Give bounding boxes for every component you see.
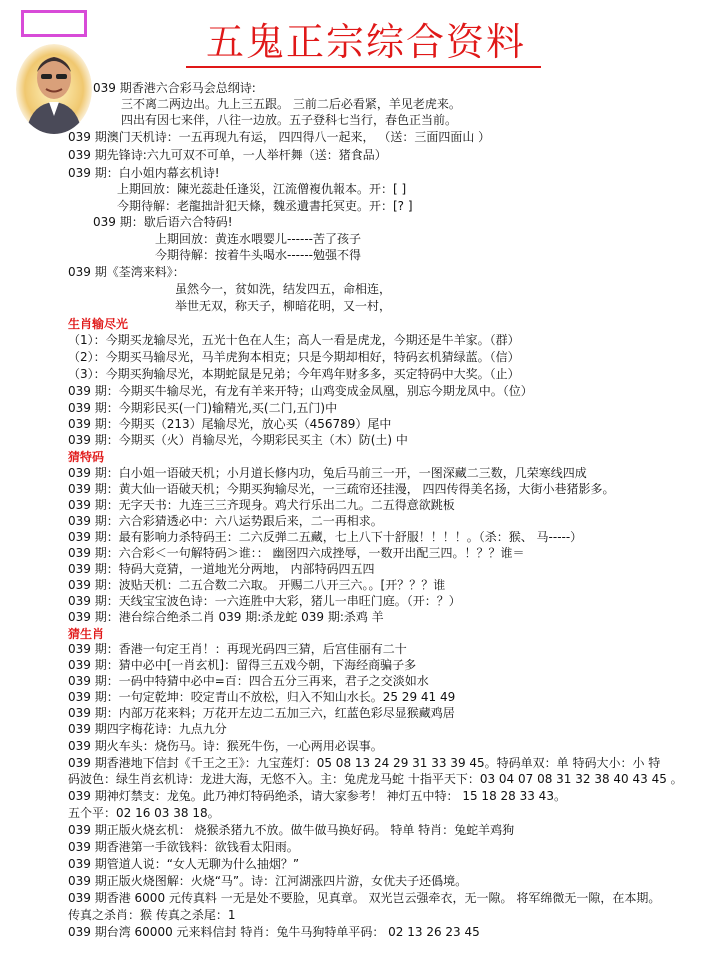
title-underline xyxy=(186,66,541,68)
text-line: （2）：今期买马输尽光，马羊虎狗本相克；只是今期却相好，特码玄机猜绿蓝。（信） xyxy=(68,350,520,364)
text-line: 039 期：波贴天机：二五合数二六取。 开赐二八开三六。。[开？？？谁 xyxy=(68,578,446,592)
text-line: 039 期：香港一句定王肖！：再现光码四三猜，后宫佳丽有二十 xyxy=(68,642,407,656)
text-line: 039 期正版火烧玄机： 烧猴杀猪九不放。做牛做马换好码。 特单 特肖：兔蛇羊鸡狗 xyxy=(68,823,515,837)
text-line: 上期回放：黄连水喂婴儿------苦了孩子 xyxy=(155,232,361,246)
text-line: 039 期：特码大竞猜，一道地光分两地， 内部特码四五四 xyxy=(68,562,375,576)
text-line: 039 期火车头：烧伤马。诗：猴死牛伤，一心两用必误事。 xyxy=(68,739,383,753)
text-line: 四出有因七来伴，八往一边放。五子登科七当行，春色正当前。 xyxy=(121,113,458,127)
text-line: 三不离二两边出。九上三五跟。 三前二后必看紧，羊见老虎来。 xyxy=(121,97,461,111)
text-line: 五个平：02 16 03 38 18。 xyxy=(68,806,220,820)
text-line: 039 期：白小姐内幕玄机诗! xyxy=(68,166,220,180)
section-heading: 猜特码 xyxy=(68,450,105,464)
text-line: 039 期：白小姐一语破天机；小月道长修内功，兔后马前三一开，一图深藏二三数，几荣寒线四成 xyxy=(68,466,587,480)
text-line: 039 期：天线宝宝波色诗：一六连胜中大彩，猪儿一串旺门庭。（开：？） xyxy=(68,594,461,608)
text-line: 039 期：港台综合绝杀二肖 039 期:杀龙蛇 039 期:杀鸡 羊 xyxy=(68,610,384,624)
text-line: 039 期：最有影响力杀特码王：二六反弹二五藏，七上八下十舒服！！！！。（杀：猴、 马-----） xyxy=(68,530,583,544)
text-line: 039 期香港地下信封《千王之王》：九宝莲灯：05 08 13 24 29 31 33 39 45。特码单双：单 特码大小：小 特 xyxy=(68,756,661,770)
text-line: 039 期《荃湾来料》： xyxy=(68,265,185,279)
text-line: 虽然今一，贫如洗，结发四五，命相连， xyxy=(175,282,392,296)
text-line: 039 期：猜中必中[一肖玄机]：留得三五戏今朝，下海经商骗子多 xyxy=(68,658,417,672)
text-line: 039 期：一句定乾坤：咬定青山不放松，归入不知山水长。25 29 41 49 xyxy=(68,690,456,704)
text-line: 今期待解：老龍拙計犯天條，魏丞遺書托冥吏。开：[? ] xyxy=(117,199,413,213)
text-line: （1）：今期买龙输尽光，五光十色在人生；高人一看是虎龙，今期还是牛羊家。（群） xyxy=(68,333,520,347)
text-line: （3）：今期买狗输尽光，本期蛇鼠是兄弟；今年鸡年财多多，买定特码中大奖。（止） xyxy=(68,367,520,381)
text-line: 举世无双，称天子，柳暗花明，又一村， xyxy=(175,299,392,313)
text-line: 039 期：歇后语六合特码! xyxy=(93,215,233,229)
text-line: 039 期香港第一手欲钱料：欲钱看太阳雨。 xyxy=(68,840,299,854)
text-line: 039 期管道人说：“女人无聊为什么抽烟？” xyxy=(68,857,300,871)
text-line: 039 期：今期买（213）尾输尽光，放心买（456789）尾中 xyxy=(68,417,392,431)
section-heading: 生肖输尽光 xyxy=(68,317,129,331)
text-line: 传真之杀肖：猴 传真之杀尾：1 xyxy=(68,908,236,922)
text-line: 039 期：今期彩民买(一门)输精光,买(二门,五门)中 xyxy=(68,401,338,415)
text-line: 039 期：六合彩猜透必中：六八运势跟后来，二一再相求。 xyxy=(68,514,383,528)
text-line: 039 期：黄大仙一语破天机；今期买狗输尽光，一三疏帘还挂漫， 四四传得美名扬，大街小巷猪影多。 xyxy=(68,482,615,496)
text-line: 039 期正版火烧图解：火烧“马”。诗：江河湖涨四片游，女优夫子还僞境。 xyxy=(68,874,468,888)
text-line: 码波色：绿生肖玄机诗：龙进大海，无悠不入。主：兔虎龙马蛇 十指平天下：03 04 07 08 31 32 38 40 43 45 。 xyxy=(68,772,683,786)
text-line: 039 期：内部万花来料；万花开左边二五加三六，红蓝色彩尽显猴藏鸡居 xyxy=(68,706,455,720)
portrait-image xyxy=(16,44,92,134)
text-line: 039 期：无字天书：九连三三齐现身。鸡犬行乐出二九。二五得意欲跳板 xyxy=(68,498,455,512)
text-line: 今期待解：按着牛头喝水------勉强不得 xyxy=(155,248,361,262)
text-line: 上期回放：陳光蕊赴任逢災，江流僧複仇報本。开：[ ] xyxy=(117,182,407,196)
text-line: 039 期：今期买（火）肖输尽光，今期彩民买主（木）防(土) 中 xyxy=(68,433,408,447)
section-heading: 猜生肖 xyxy=(68,627,105,641)
text-line: 039 期：六合彩＜一句解特码＞谁：： 幽囹四六成挫辱，一数开出配三四。！？？谁＝ xyxy=(68,546,525,560)
text-line: 039 期：一码中特猜中必中=百：四合五分三再来，君子之交淡如水 xyxy=(68,674,429,688)
text-line: 039 期神灯禁支：龙兔。此乃神灯特码绝杀，请大家参考！ 神灯五中特： 15 18 28 33 43。 xyxy=(68,789,566,803)
text-line: 039 期香港六合彩马会总纲诗: xyxy=(93,81,256,95)
text-line: 039 期先锋诗:六九可双不可单，一人举杆舞（送：猪食品） xyxy=(68,148,387,162)
text-line: 039 期四字梅花诗：九点九分 xyxy=(68,722,227,736)
text-line: 039 期台湾 60000 元来料信封 特肖：兔牛马狗特单平码： 02 13 26 23 45 xyxy=(68,925,480,939)
page-title: 五鬼正宗综合资料 xyxy=(205,20,526,64)
text-line: 039 期澳门天机诗：一五再现九有运， 四四得八一起来， （送：三面四面山 ） xyxy=(68,130,491,144)
header-box xyxy=(21,10,87,37)
text-line: 039 期香港 6000 元传真料 一无是处不要脸，见真章。 双光岂云强牵衣，无一隙。 将军绵微无一隙，在本期。 xyxy=(68,891,661,905)
text-line: 039 期：今期买牛输尽光，有龙有羊来开特；山鸡变成金凤凰，别忘今期龙凤中。（位） xyxy=(68,384,533,398)
